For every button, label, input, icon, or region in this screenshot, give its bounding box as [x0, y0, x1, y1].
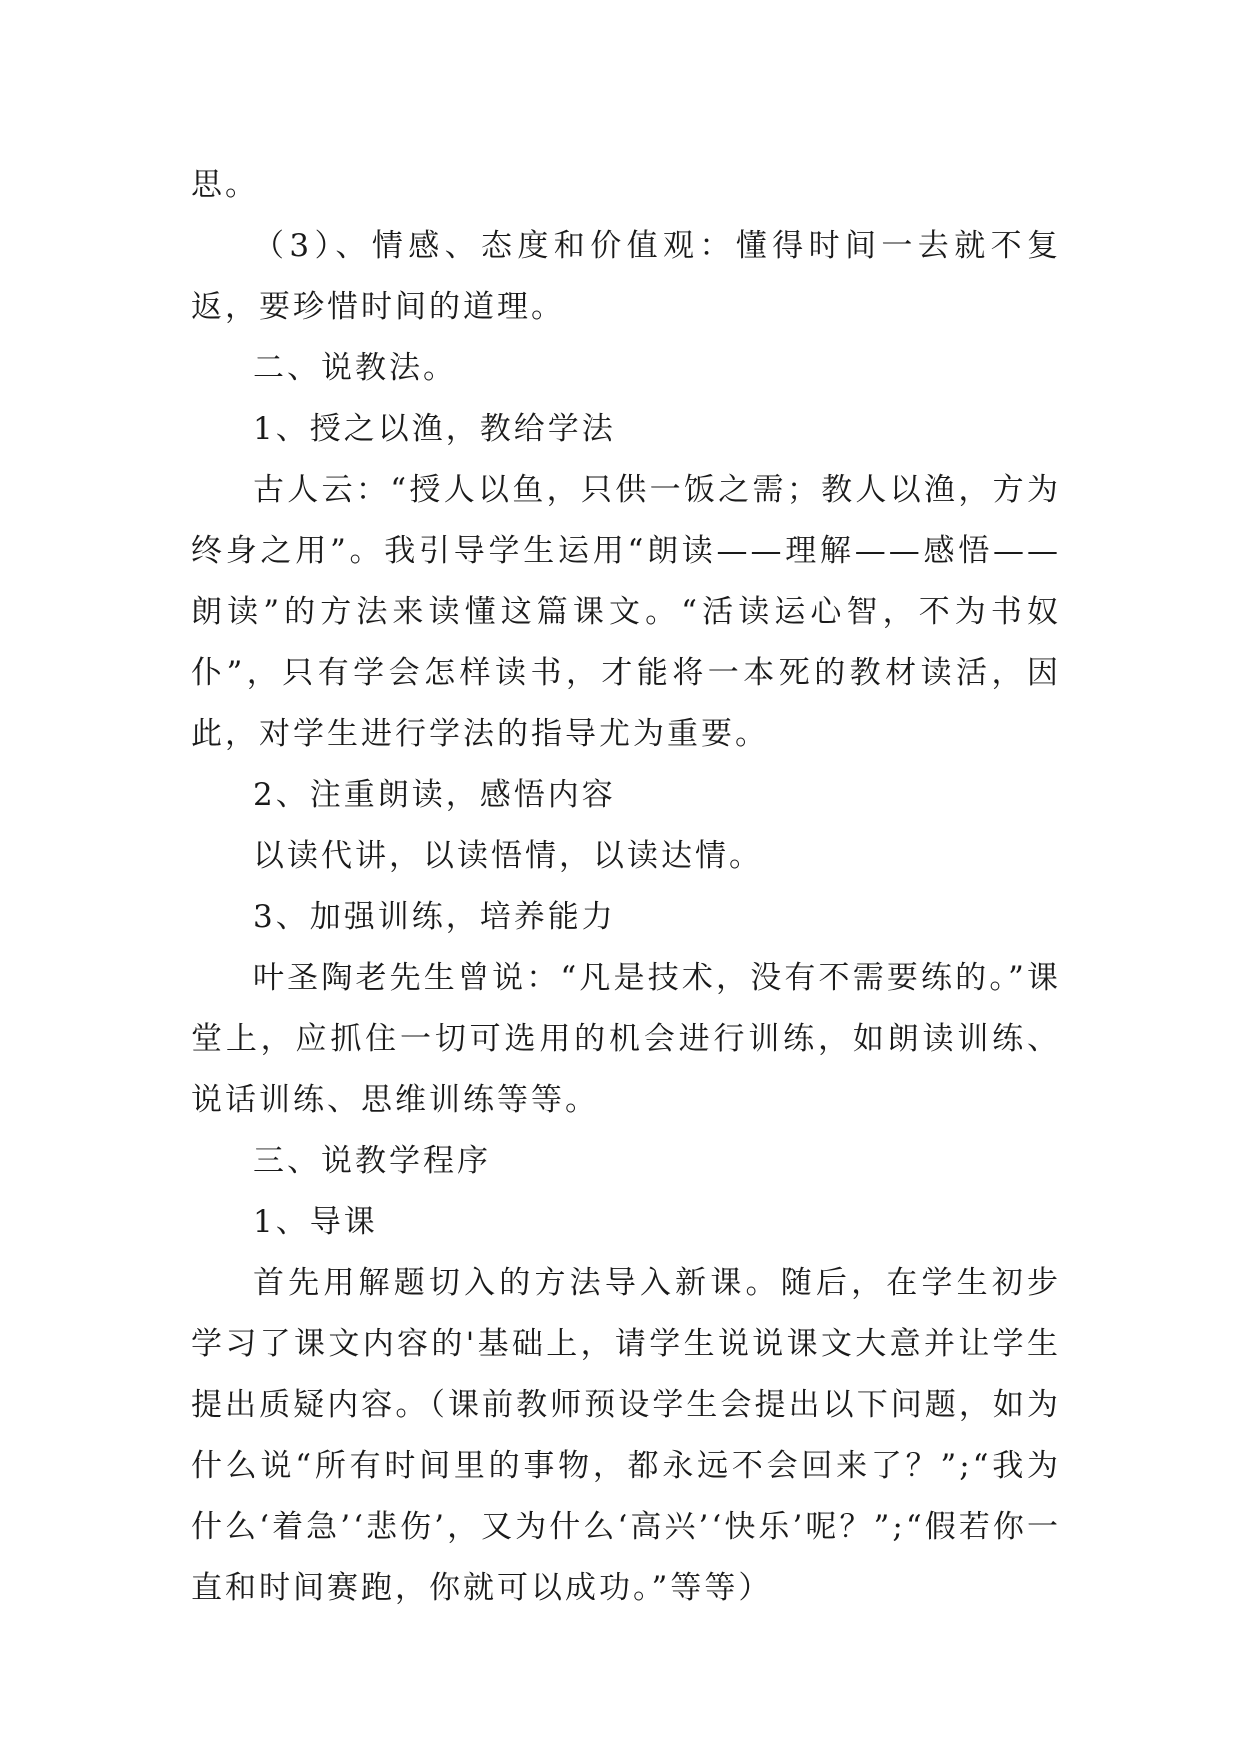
paragraph-continuation: 思。 [191, 167, 259, 203]
heading-teaching-methods: 二、说教法。 [253, 350, 457, 386]
subheading-method-1: 1、授之以渔，教给学法 [253, 411, 616, 447]
paragraph-emotion-values: （3）、情感、态度和价值观：懂得时间一去就不复返，要珍惜时间的道理。 [191, 228, 1061, 325]
subheading-introduction: 1、导课 [253, 1204, 378, 1240]
paragraph-method-1: 古人云：“授人以鱼，只供一饭之需；教人以渔，方为终身之用”。我引导学生运用“朗读——理解——感悟——朗读”的方法来读懂这篇课文。“活读运心智，不为书奴仆”，只有学会怎样读书，才能将一本死的教材读活，因此，对学生进行学法的指导尤为重要。 [191, 472, 1061, 752]
subheading-method-2: 2、注重朗读，感悟内容 [253, 777, 616, 813]
paragraph-introduction: 首先用解题切入的方法导入新课。随后，在学生初步学习了课文内容的'基础上，请学生说说课文大意并让学生提出质疑内容。（课前教师预设学生会提出以下问题，如为什么说“所有时间里的事物，都永远不会回来了？”;“我为什么‘着急’‘悲伤’，又为什么‘高兴’‘快乐’呢？”;“假若你一直和时间赛跑，你就可以成功。”等等） [191, 1265, 1061, 1606]
paragraph-method-2: 以读代讲，以读悟情，以读达情。 [253, 838, 763, 874]
paragraph-method-3: 叶圣陶老先生曾说：“凡是技术，没有不需要练的。”课堂上，应抓住一切可选用的机会进行训练，如朗读训练、说话训练、思维训练等等。 [191, 960, 1061, 1118]
document-body [191, 155, 1061, 1619]
heading-teaching-procedure: 三、说教学程序 [253, 1143, 491, 1179]
subheading-method-3: 3、加强训练，培养能力 [253, 899, 616, 935]
